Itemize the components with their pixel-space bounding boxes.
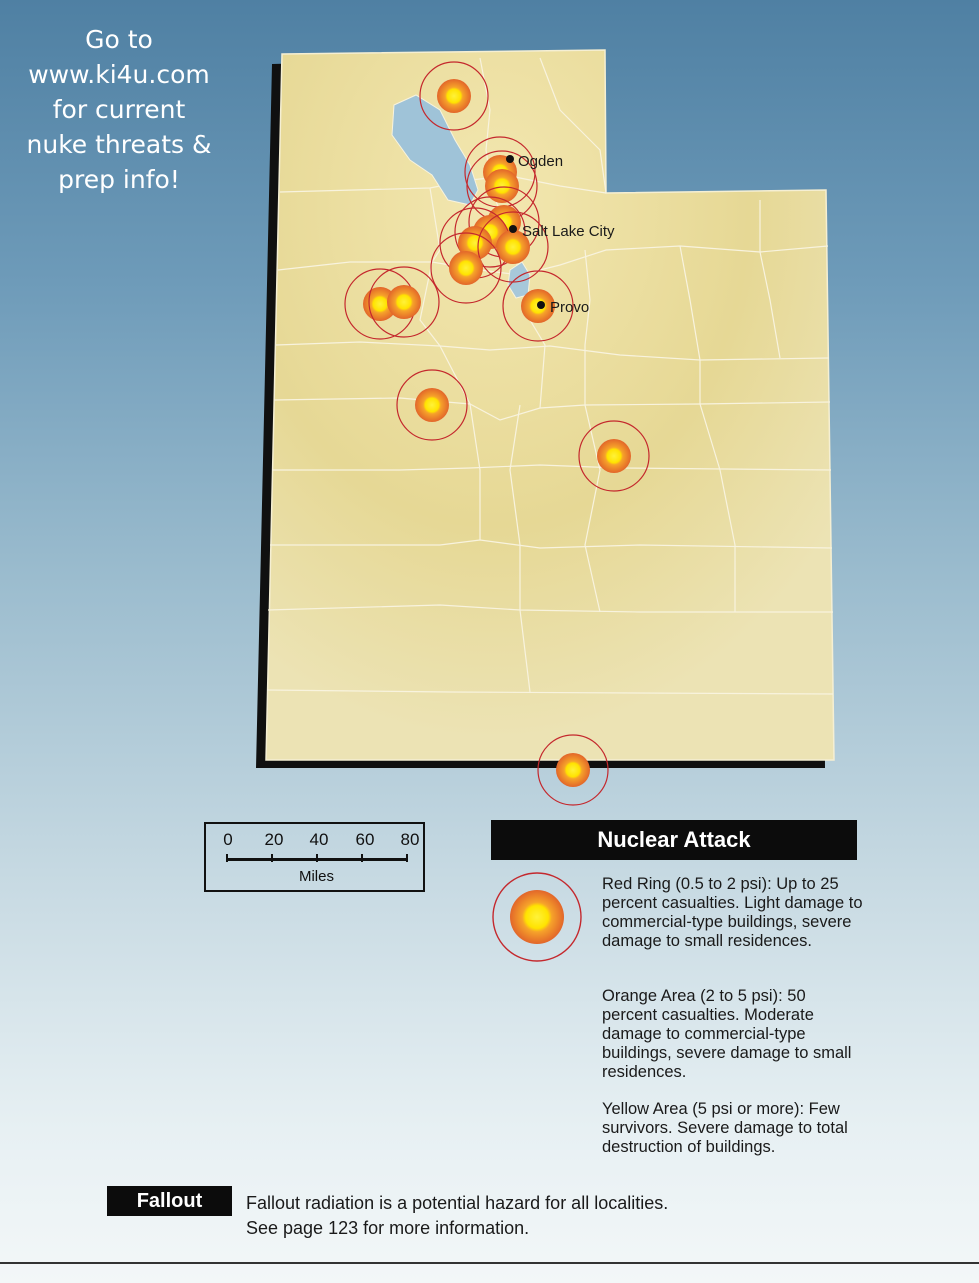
scale-tick: 60 [355, 830, 375, 849]
scale-tick: 0 [223, 830, 233, 849]
scale-tick: 20 [264, 830, 284, 849]
promo-line: www.ki4u.com [28, 60, 210, 89]
city-dot [506, 155, 514, 163]
scale-tick: 40 [309, 830, 329, 849]
scale-line [226, 858, 408, 861]
city-label-salt-lake-city: Salt Lake City [522, 223, 615, 240]
scale-tick-labels [218, 830, 418, 850]
fallout-description [246, 1191, 668, 1241]
city-dot [509, 225, 517, 233]
legend-title: Nuclear Attack [491, 820, 857, 860]
legend-blast-symbol [490, 870, 584, 964]
scale-bar-box [204, 822, 425, 892]
scale-units-label: Miles [298, 868, 334, 885]
fallout-label: Fallout [107, 1186, 232, 1216]
legend-orange-area-text: Orange Area (2 to 5 psi): 50 percent casualties. Moderate damage to commercial-type buildings, severe damage to small residences. [602, 987, 852, 1081]
city-label-ogden: Ogden [518, 153, 564, 170]
legend-red-ring-text: Red Ring (0.5 to 2 psi): Up to 25 percent casualties. Light damage to commercial-type buildings, severe damage to small residences. [602, 875, 863, 950]
promo-line: for current [52, 95, 186, 124]
city-dot [537, 301, 545, 309]
legend-yellow-area-text: Yellow Area (5 psi or more): Few survivors. Severe damage to total destruction of buildings. [602, 1100, 848, 1156]
scale-tick: 80 [400, 830, 420, 849]
fallout-line: Fallout radiation is a potential hazard for all localities. [246, 1193, 669, 1213]
promo-line: prep info! [58, 165, 180, 194]
fallout-line: See page 123 for more information. [246, 1218, 530, 1238]
city-label-provo: Provo [550, 299, 590, 316]
promo-line: Go to [85, 25, 153, 54]
bottom-rule [0, 1262, 979, 1264]
promo-line: nuke threats & [26, 130, 212, 159]
